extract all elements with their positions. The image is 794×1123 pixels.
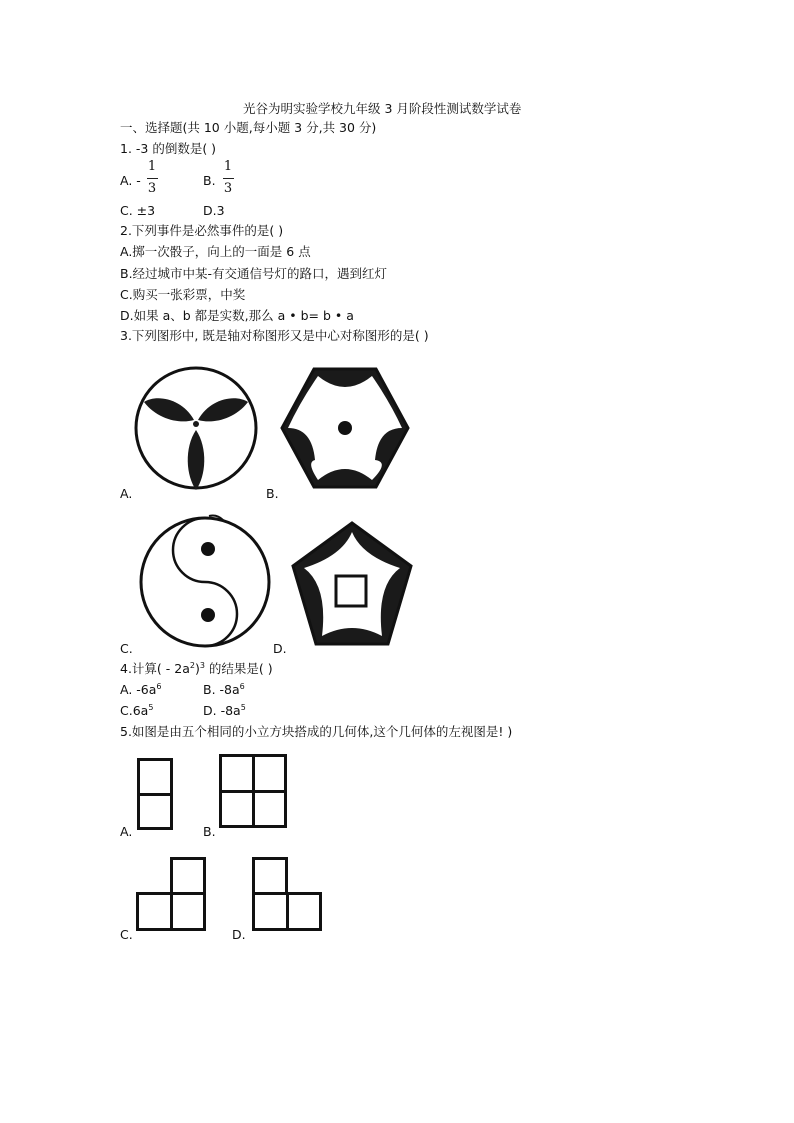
q4-option-b [203, 682, 245, 698]
q5-stem: 5.如图是由五个相同的小立方块搭成的几何体,这个几何体的左视图是! ) [120, 724, 513, 739]
q4-stem-exponent-2: 3 [199, 660, 205, 670]
q2-option-c: C.购买一张彩票，中奖 [120, 287, 246, 302]
q3-figure-c-yin-yang [137, 512, 273, 654]
q4-option-d-base: D. -8a [203, 703, 241, 718]
q4-option-a-base: A. -6a [120, 682, 157, 697]
q3-option-b-label: B. [266, 486, 279, 501]
q5-figure-b-views [219, 754, 287, 828]
q1-option-b-prefix: B. [203, 173, 216, 188]
q5-b-cube-tl [219, 754, 255, 793]
q3-option-a-label: A. [120, 486, 133, 501]
q3-option-c-label: C. [120, 641, 133, 656]
q4-stem-mid: ) [194, 661, 200, 676]
q4-option-d [203, 703, 246, 719]
q3-option-d-label: D. [273, 641, 287, 656]
page-title: 光谷为明实验学校九年级 3 月阶段性测试数学试卷 [243, 101, 522, 116]
q5-d-cube-br [286, 892, 322, 931]
q5-b-cube-tr [252, 754, 287, 793]
q3-stem: 3.下列图形中, 既是轴对称图形又是中心对称图形的是( ) [120, 328, 429, 343]
q5-c-cube-br [170, 892, 206, 931]
q5-option-c-label: C. [120, 927, 133, 942]
section-heading: 一、选择题(共 10 小题,每小题 3 分,共 30 分) [120, 120, 377, 135]
q5-c-cube-top [170, 857, 206, 895]
q5-option-b-label: B. [203, 824, 216, 839]
q5-figure-a-views [137, 758, 173, 830]
q5-a-cube-top [137, 758, 173, 796]
q2-option-b: B.经过城市中某-有交通信号灯的路口，遇到红灯 [120, 266, 388, 281]
q2-option-a: A.掷一次骰子，向上的一面是 6 点 [120, 244, 311, 259]
q1-stem: 1. -3 的倒数是( ) [120, 141, 217, 156]
q4-option-c-exponent: 5 [148, 702, 154, 712]
q3-figure-b-hexagon [278, 366, 412, 490]
q5-figure-d-views [252, 857, 322, 931]
q5-option-d-label: D. [232, 927, 246, 942]
q4-stem [120, 661, 273, 677]
q4-option-a [120, 682, 162, 698]
q5-option-a-label: A. [120, 824, 133, 839]
q1-option-a-fraction-bar [147, 178, 158, 179]
q1-option-a-prefix: A. - [120, 173, 141, 188]
q2-option-d: D.如果 a、b 都是实数,那么 a • b= b • a [120, 308, 354, 323]
q4-stem-exponent-1: 2 [189, 660, 195, 670]
q4-stem-pre: 4.计算( - 2a [120, 661, 190, 676]
q4-stem-post: 的结果是( ) [204, 661, 273, 676]
q4-option-c-base: C.6a [120, 703, 149, 718]
q5-d-cube-bl [252, 892, 289, 931]
q5-b-cube-bl [219, 790, 255, 828]
q1-option-d: D.3 [203, 203, 225, 218]
q1-option-b-denominator: 3 [223, 181, 233, 196]
q4-option-c [120, 703, 153, 719]
q2-stem: 2.下列事件是必然事件的是( ) [120, 223, 284, 238]
q3-figure-d-pentagon [290, 520, 414, 648]
q4-option-d-exponent: 5 [240, 702, 246, 712]
q1-option-c: C. ±3 [120, 203, 156, 218]
q5-figure-c-views [136, 857, 206, 931]
q1-option-b-fraction-bar [223, 178, 234, 179]
q5-b-cube-br [252, 790, 287, 828]
q4-option-b-base: B. -8a [203, 682, 240, 697]
q4-option-b-exponent: 6 [239, 681, 245, 691]
q5-d-cube-top [252, 857, 288, 895]
q1-option-a-denominator: 3 [147, 181, 157, 196]
q4-option-a-exponent: 6 [156, 681, 162, 691]
q5-a-cube-bottom [137, 793, 173, 830]
q1-option-b-numerator: 1 [223, 159, 233, 174]
q5-c-cube-bl [136, 892, 173, 931]
q1-option-a-numerator: 1 [147, 159, 157, 174]
q3-figure-a-trefoil-circle [132, 360, 262, 496]
